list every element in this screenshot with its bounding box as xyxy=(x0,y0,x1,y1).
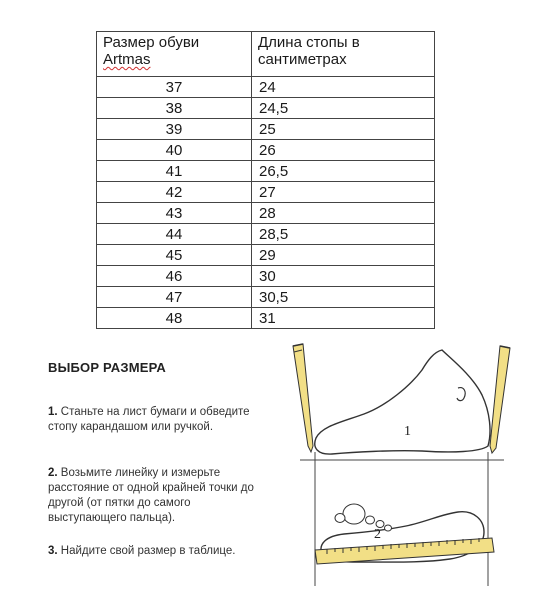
table-row xyxy=(97,245,435,266)
foot-length-cell: 31 xyxy=(252,308,435,329)
size-table xyxy=(96,31,435,329)
header-shoe-size xyxy=(97,32,252,77)
foot-length-cell: 27 xyxy=(252,182,435,203)
foot-length-cell: 26,5 xyxy=(252,161,435,182)
shoe-size-cell: 48 xyxy=(97,308,252,329)
shoe-size-cell: 46 xyxy=(97,266,252,287)
shoe-size-cell: 45 xyxy=(97,245,252,266)
size-guide-title: ВЫБОР РАЗМЕРА xyxy=(48,360,166,375)
foot-length-cell: 30,5 xyxy=(252,287,435,308)
toe-prints xyxy=(335,504,392,531)
header-foot-length-line2: сантиметрах xyxy=(258,51,347,68)
header-shoe-size-line2: Artmas xyxy=(103,51,151,68)
shoe-size-cell: 47 xyxy=(97,287,252,308)
step-1 xyxy=(48,405,263,435)
table-row xyxy=(97,140,435,161)
foot-length-cell: 28 xyxy=(252,203,435,224)
table-row xyxy=(97,287,435,308)
foot-measure-diagram xyxy=(282,340,522,590)
table-row xyxy=(97,77,435,98)
foot-side-icon xyxy=(315,350,490,454)
shoe-size-cell: 43 xyxy=(97,203,252,224)
foot-length-cell: 29 xyxy=(252,245,435,266)
header-foot-length xyxy=(252,32,435,77)
size-table-body xyxy=(97,32,435,329)
shoe-size-cell: 42 xyxy=(97,182,252,203)
table-row xyxy=(97,182,435,203)
foot-length-cell: 24,5 xyxy=(252,98,435,119)
step-2-text: Возьмите линейку и измерьте расстояние от одной крайней точки до другой (от пятки до самого выступающего пальца). xyxy=(48,467,254,524)
pencil-icon xyxy=(490,346,510,453)
table-row xyxy=(97,224,435,245)
table-row xyxy=(97,203,435,224)
foot-length-cell: 26 xyxy=(252,140,435,161)
step-1-number: 1. xyxy=(48,406,58,418)
step-3-text: Найдите свой размер в таблице. xyxy=(60,545,236,557)
shoe-size-cell: 37 xyxy=(97,77,252,98)
diagram-label-2: 2 xyxy=(374,527,381,542)
step-3 xyxy=(48,544,263,559)
step-1-text: Станьте на лист бумаги и обведите стопу карандашом или ручкой. xyxy=(48,406,250,433)
header-foot-length-line1: Длина стопы в xyxy=(258,34,360,51)
step-2 xyxy=(48,466,263,526)
step-2-number: 2. xyxy=(48,467,58,479)
shoe-size-cell: 40 xyxy=(97,140,252,161)
table-row xyxy=(97,98,435,119)
shoe-size-cell: 44 xyxy=(97,224,252,245)
foot-length-cell: 28,5 xyxy=(252,224,435,245)
pencil-icon xyxy=(293,344,313,452)
shoe-size-cell: 38 xyxy=(97,98,252,119)
table-row xyxy=(97,266,435,287)
shoe-size-cell: 39 xyxy=(97,119,252,140)
shoe-size-cell: 41 xyxy=(97,161,252,182)
foot-length-cell: 30 xyxy=(252,266,435,287)
table-row xyxy=(97,308,435,329)
step-3-number: 3. xyxy=(48,545,58,557)
table-row xyxy=(97,161,435,182)
header-shoe-size-line1: Размер обуви xyxy=(103,34,200,51)
diagram-label-1: 1 xyxy=(404,424,411,439)
foot-length-cell: 24 xyxy=(252,77,435,98)
table-row xyxy=(97,119,435,140)
foot-length-cell: 25 xyxy=(252,119,435,140)
table-header-row xyxy=(97,32,435,77)
